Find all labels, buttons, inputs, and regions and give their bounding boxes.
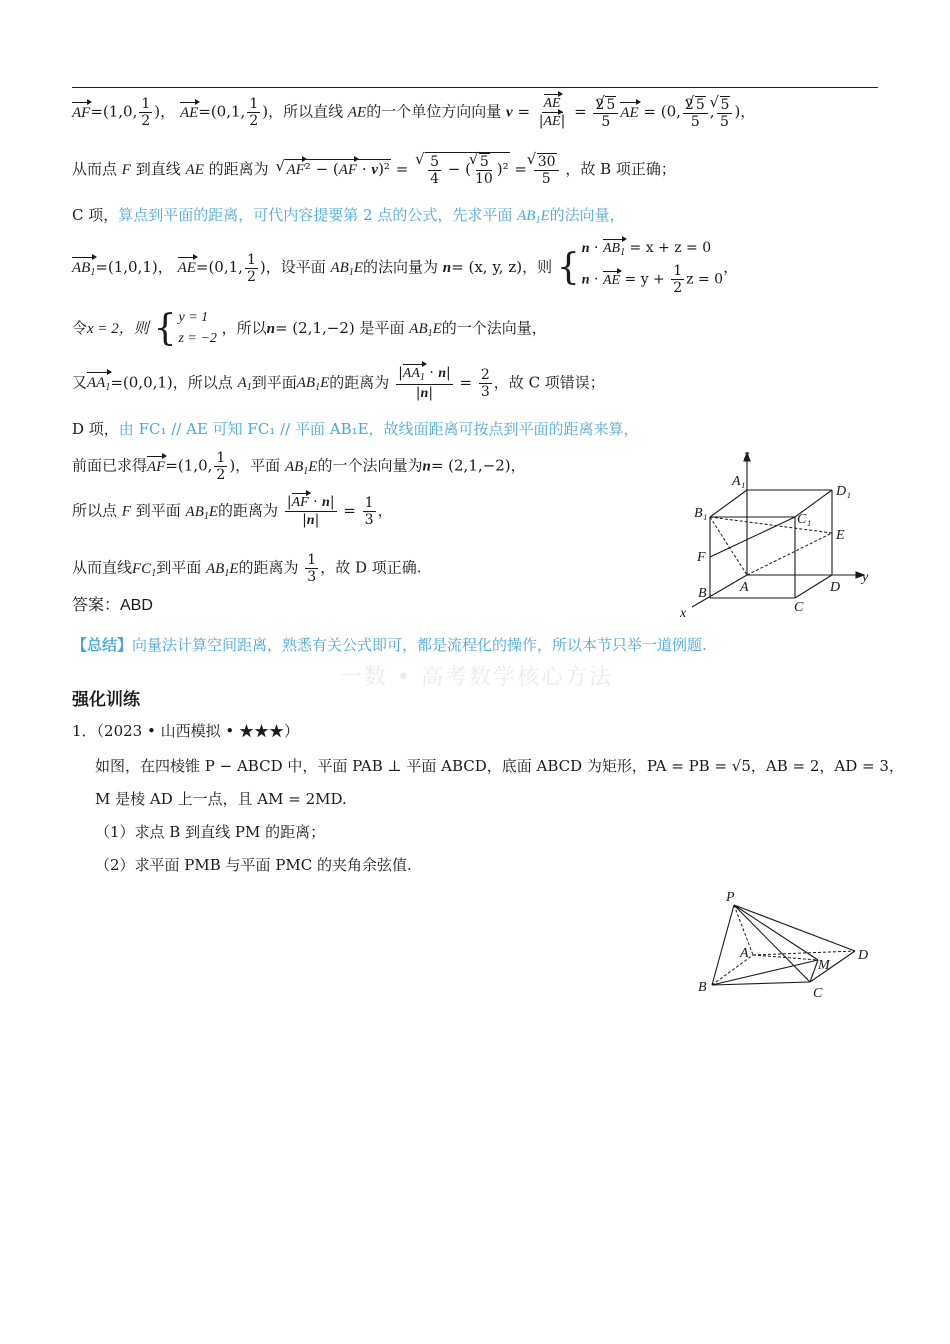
line-5: 令x = 2，则 { y = 1 z = −2 ，所以n= (2,1,−2) 是平面 $AB_1E$的一个法向量， [72, 307, 547, 349]
cube-label-y: y [862, 570, 869, 585]
header-rule [72, 87, 878, 88]
cube-label-c: C [794, 600, 804, 615]
line-7: D 项，由 FC₁ // AE 可知 FC₁ // 平面 AB₁E，故线面距离可按点到平面的距离来算， [72, 420, 639, 438]
line-10: 从而直线$FC_1$到平面 $AB_1E$的距离为 $\frac{1}{3}$ ，故 D 项正确. [72, 552, 422, 586]
line-8: 前面已求得AF=(1,0, $\frac{1}{2}$ )，平面 $AB_1E$的一个法向量为n= (2,1,−2)， [72, 450, 526, 484]
line-2: 从而点 F 到直线 AE 的距离为 √ AF² − (AF · v)² = √ $\frac{5}{4}$ − ( √ $\frac{5}{10}$ )² = √ $\frac{30}{5}$ ，故 B 项正确； [72, 152, 676, 187]
section-title: 强化训练 [72, 690, 140, 709]
pyr-label-m: M [818, 958, 830, 973]
pyr-label-b: B [698, 980, 707, 995]
problem-body-2: M 是棱 AD 上一点，且 AM = 2MD. [95, 790, 347, 808]
question-2: （2）求平面 PMB 与平面 PMC 的夹角余弦值. [95, 856, 412, 874]
cube-label-c1: C₁ [797, 512, 812, 527]
cube-label-e: E [836, 528, 845, 543]
cube-label-b: B [698, 586, 707, 601]
cube-figure [670, 445, 880, 625]
cube-label-d1: D₁ [836, 484, 851, 499]
watermark: 一数 • 高考数学核心方法 [340, 665, 613, 690]
cube-label-a: A [740, 580, 749, 595]
line-4: $AB_1=(1,0,1)$， AE=(0,1, $\frac{1}{2}$ )，设平面 $AB_1E$的法向量为 n= (x, y, z)，则 { $n \cdot AB_1 = x + z = 0$ n · AE = y + $\frac{1}{2}$ z = 0 ， [72, 240, 739, 297]
pyr-label-a: A [740, 946, 749, 961]
pyramid-figure [690, 885, 880, 1005]
question-1: （1）求点 B 到直线 PM 的距离； [95, 823, 326, 841]
pyr-label-c: C [813, 986, 823, 1001]
line-9: 所以点 F 到平面 $AB_1E$的距离为 $\frac{|AF \cdot n|}{|n|}$ = $\frac{1}{3}$ ， [72, 494, 393, 529]
answer-line: 答案：ABD [72, 597, 153, 614]
line-3: C 项，算点到平面的距离，可代内容提要第 2 点的公式，先求平面 $AB_1E$的法向量， [72, 206, 625, 226]
cube-label-a1: A₁ [732, 474, 746, 489]
summary: 【总结】向量法计算空间距离，熟悉有关公式即可，都是流程化的操作，所以本节只举一道例题. [72, 636, 707, 654]
cube-label-f: F [697, 550, 706, 565]
line-6: 又$AA_1=(0,0,1)$，所以点 $A_1$到平面$AB_1E$的距离为 $\frac{|AA_1 \cdot n|}{|n|}$ = $\frac{2}{3}$ ，故 C 项错误； [72, 365, 605, 401]
cube-label-d: D [830, 580, 841, 595]
line-1: AF=(1,0, $\frac{1}{2}$ )， AE=(0,1, $\frac{1}{2}$ )，所以直线 AE的一个单位方向向量 v = $\frac{AE}{|AE|}$ = $\frac{2√ 5}{5}$ AE = (0, $\frac{2√ 5}{5}$ , √ $\frac{5}{5}$ )， [72, 95, 755, 130]
problem-header: 1．（2023 • 山西模拟 • ★★★） [72, 722, 299, 740]
pyr-label-d: D [858, 948, 869, 963]
cube-label-x: x [680, 606, 687, 621]
cube-label-b1: B₁ [694, 506, 708, 521]
pyr-label-p: P [726, 890, 735, 905]
cube-label-z: z [744, 448, 750, 463]
problem-body-1: 如图，在四棱锥 P − ABCD 中，平面 PAB ⊥ 平面 ABCD，底面 ABCD 为矩形，PA = PB = √5，AB = 2，AD = 3， [95, 757, 904, 775]
